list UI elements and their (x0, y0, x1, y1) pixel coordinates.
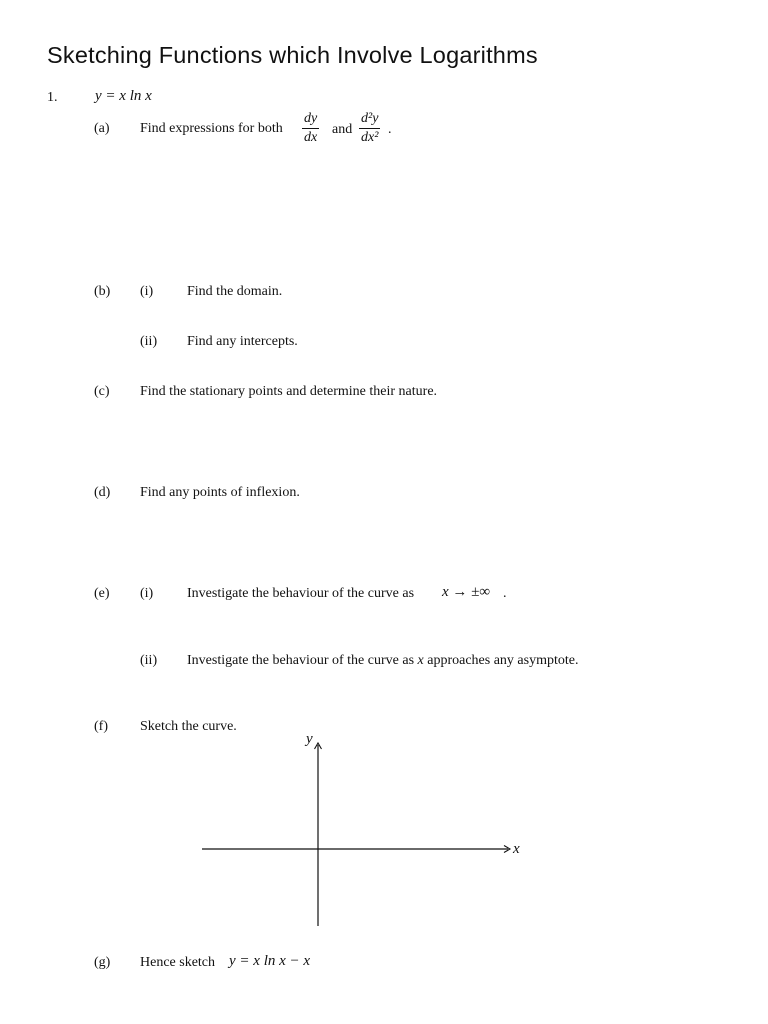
part-e-i-period: . (503, 586, 507, 601)
part-f-label: (f) (94, 719, 108, 734)
part-a-period: . (388, 122, 392, 137)
part-f-text: Sketch the curve. (140, 719, 237, 734)
part-c-text: Find the stationary points and determine their nature. (140, 384, 438, 399)
part-e-i-text: Investigate the behaviour of the curve as (187, 586, 415, 601)
frac1-denominator: dx (304, 130, 318, 145)
y-axis-label: y (306, 731, 313, 747)
frac2-numerator: d²y (361, 111, 379, 126)
function-expression: y = x ln x (95, 88, 152, 104)
part-e-ii-label: (ii) (140, 653, 158, 668)
page-title: Sketching Functions which Involve Logarithms (47, 42, 538, 68)
part-e-i-label: (i) (140, 586, 154, 601)
part-b-ii-text: Find any intercepts. (187, 334, 298, 349)
part-d-text: Find any points of inflexion. (140, 485, 300, 500)
part-g-math: y = x ln x − x (229, 953, 311, 969)
part-e-i-math: x → ±∞ (442, 584, 491, 600)
part-e-label: (e) (94, 586, 110, 601)
part-b-label: (b) (94, 284, 111, 299)
frac1-numerator: dy (304, 111, 318, 126)
part-g-label: (g) (94, 955, 111, 970)
part-b-i-label: (i) (140, 284, 154, 299)
part-d-label: (d) (94, 485, 111, 500)
part-e-ii-variable: x (417, 653, 424, 668)
part-b-i-text: Find the domain. (187, 284, 283, 299)
frac2-denominator: dx² (361, 130, 379, 145)
part-a-label: (a) (94, 121, 110, 136)
part-a-text: Find expressions for both (140, 121, 283, 136)
part-g-text: Hence sketch (140, 955, 216, 970)
part-e-ii-text-start: Investigate the behaviour of the curve as (187, 653, 415, 668)
part-b-ii-label: (ii) (140, 334, 158, 349)
part-a-and: and (332, 122, 353, 137)
part-c-label: (c) (94, 384, 110, 399)
question-number: 1. (47, 90, 58, 105)
part-e-ii-text-end: approaches any asymptote. (427, 653, 579, 668)
x-axis-label: x (513, 841, 520, 857)
